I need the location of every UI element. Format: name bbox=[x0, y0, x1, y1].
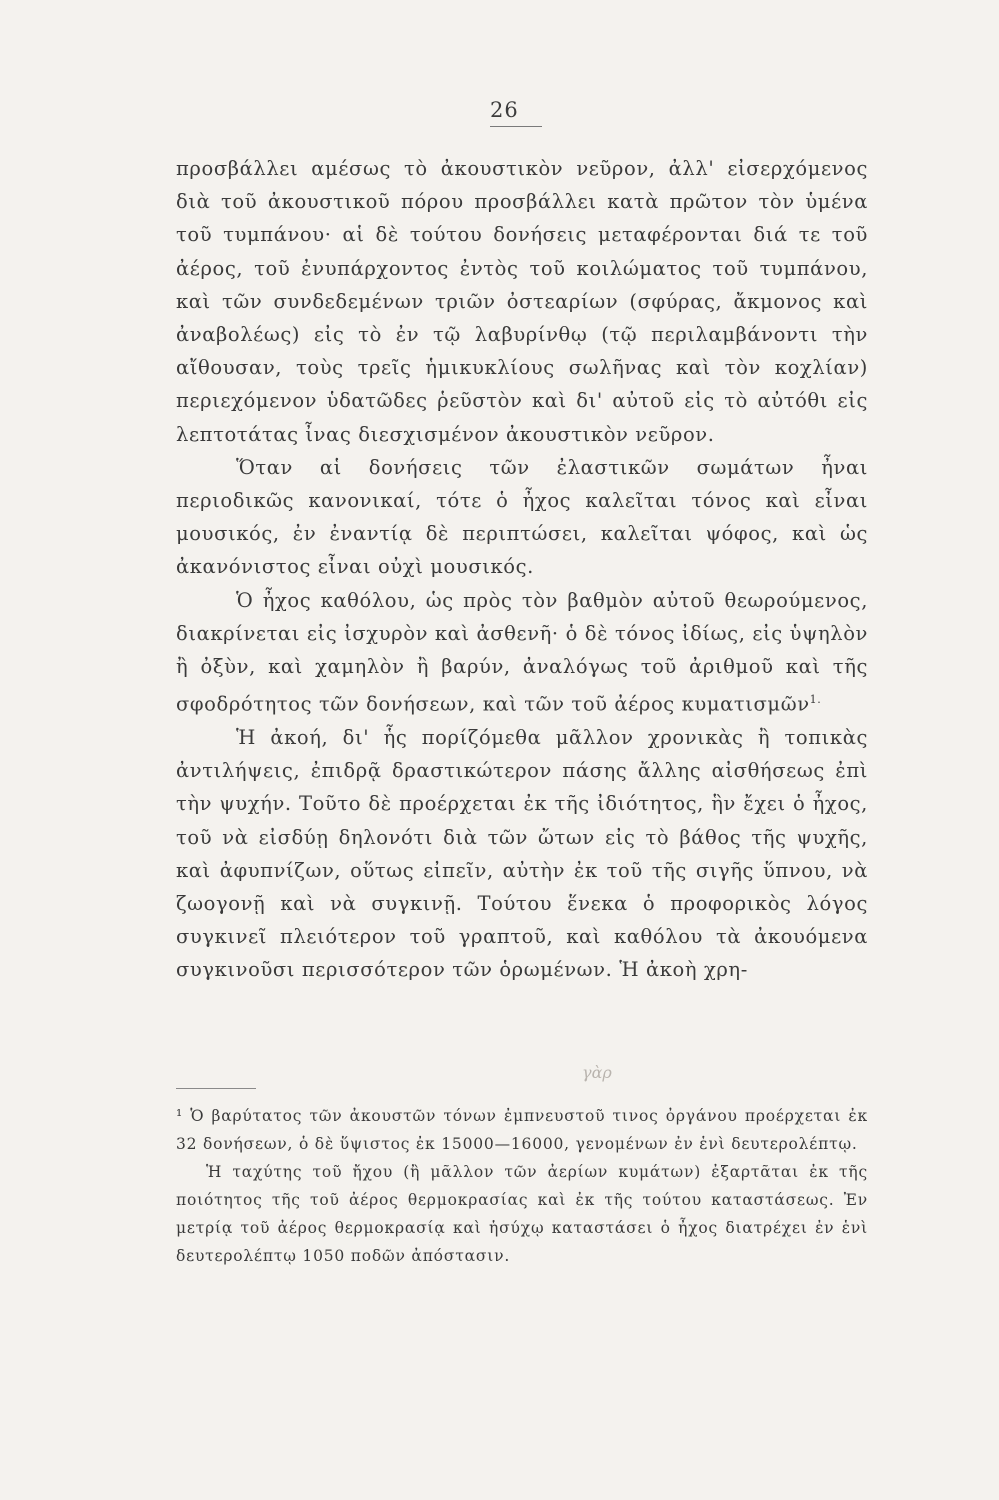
paragraph-2: Ὅταν αἱ δονήσεις τῶν ἐλαστικῶν σωμάτων ἦναι περιοδικῶς κανονικαί, τότε ὁ ἦχος καλεῖται τόνος καὶ εἶναι μουσικός, ἐν ἐναντίᾳ δὲ περιπτώσει, καλεῖται ψόφος, καὶ ὡς ἀκανόνιστος εἶναι οὐχὶ μουσικός. bbox=[176, 455, 868, 579]
page-number: 26 bbox=[490, 98, 519, 122]
paragraph-1: προσβάλλει αμέσως τὸ ἀκουστικὸν νεῦρον, ἀλλ' εἰσερχόμενος διὰ τοῦ ἀκουστικοῦ πόρου προσβάλλει κατὰ πρῶτον τὸν ὑμένα τοῦ τυμπάνου· αἱ δὲ τούτου δονήσεις μεταφέρονται διά τε τοῦ ἀέρος, τοῦ ἐνυπάρχοντος ἐντὸς τοῦ κοιλώματος τοῦ τυμπάνου, καὶ τῶν συνδεδεμένων τριῶν ὀστεαρίων (σφύρας, ἄκμονος καὶ ἀναβολέως) εἰς τὸ ἐν τῷ λαβυρίνθῳ (τῷ περιλαμβάνοντι τὴν αἴθουσαν, τοὺς τρεῖς ἡμικυκλίους σωλῆνας καὶ τὸν κοχλίαν) περιεχόμενον ὑδατῶδες ῥεῦστὸν καὶ δι' αὐτοῦ εἰς τὸ αὐτόθι εἰς λεπτοτάτας ἶνας διεσχισμένον ἀκουστικὸν νεῦρον. bbox=[176, 157, 868, 446]
pencil-note: γὰρ bbox=[582, 1063, 612, 1082]
paragraph-4: Ἡ ἀκοή, δι' ἧς πορίζόμεθα μᾶλλον χρονικὰς ἢ τοπικὰς ἀντιλήψεις, ἐπιδρᾷ δραστικώτερον πάσης ἄλλης αἰσθήσεως ἐπὶ τὴν ψυχήν. Τοῦτο δὲ προέρχεται ἐκ τῆς ἰδιότητος, ἣν ἔχει ὁ ἦχος, τοῦ νὰ εἰσδύῃ δηλονότι διὰ τῶν ὤτων εἰς τὸ βάθος τῆς ψυχῆς, καὶ ἀφυπνίζων, οὕτως εἰπεῖν, αὐτὴν ἐκ τοῦ τῆς σιγῆς ὕπνου, νὰ ζωογονῇ καὶ νὰ συγκινῇ. Τούτου ἕνεκα ὁ προφορικὸς λόγος συγκινεῖ πλειότερον τοῦ γραπτοῦ, καὶ καθόλου τὰ ἀκουόμενα συγκινοῦσι περισσότερον τῶν ὁρωμένων. Ἡ ἀκοὴ χρη- bbox=[176, 725, 868, 982]
main-text bbox=[176, 152, 868, 987]
paragraph-3 bbox=[176, 584, 868, 721]
footnote-marker: 1. bbox=[809, 693, 822, 707]
footnotes bbox=[176, 1102, 868, 1270]
page-number-rule bbox=[490, 126, 542, 127]
paragraph-3-text: Ὁ ἦχος καθόλου, ὡς πρὸς τὸν βαθμὸν αὐτοῦ θεωρούμενος, διακρίνεται εἰς ἰσχυρὸν καὶ ἀσθενῆ· ὁ δὲ τόνος ἰδίως, εἰς ὑψηλὸν ἢ ὀξὺν, καὶ χαμηλὸν ἢ βαρύν, ἀναλόγως τοῦ ἀριθμοῦ καὶ τῆς σφοδρότητος τῶν δονήσεων, καὶ τῶν τοῦ ἀέρος κυματισμῶν bbox=[176, 588, 868, 716]
footnote-rule bbox=[176, 1088, 256, 1089]
footnote-2: Ἡ ταχύτης τοῦ ἤχου (ἢ μᾶλλον τῶν ἀερίων κυμάτων) ἐξαρτᾶται ἐκ τῆς ποιότητος τῆς τοῦ ἀέρος θερμοκρασίας καὶ ἐκ τῆς τούτου καταστάσεως. Ἐν μετρίᾳ τοῦ ἀέρος θερμοκρασίᾳ καὶ ἡσύχῳ καταστάσει ὁ ἦχος διατρέχει ἐν ἑνὶ δευτερολέπτῳ 1050 ποδῶν ἀπόστασιν. bbox=[176, 1163, 868, 1265]
footnote-1: ¹ Ὁ βαρύτατος τῶν ἀκουστῶν τόνων ἐμπνευστοῦ τινος ὀργάνου προέρχεται ἐκ 32 δονήσεων, ὁ δὲ ὕψιστος ἐκ 15000—16000, γενομένων ἐν ἑνὶ δευτερολέπτῳ. bbox=[176, 1107, 868, 1153]
